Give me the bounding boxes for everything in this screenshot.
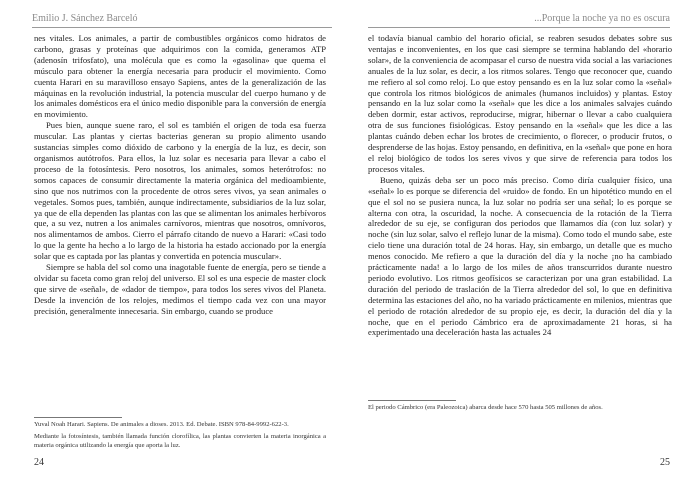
page-number: 25 <box>660 457 670 468</box>
footnote: Mediante la fotosíntesis, también llamada función clorofílica, las plantas convierten la materia inorgánica a materia orgánica utilizando la energía que aporta la luz. <box>34 433 326 449</box>
footnote: Yuval Noah Harari. Sapiens. De animales a dioses. 2013. Ed. Debate. ISBN 978-84-9992-622-3. <box>34 421 289 428</box>
right-body-text <box>368 33 672 338</box>
footnote-rule <box>368 400 456 401</box>
footnote: El periodo Cámbrico (era Paleozoica) abarca desde hace 570 hasta 505 millones de años. <box>368 404 603 411</box>
footnote-rule <box>34 417 122 418</box>
running-head-author: Emilio J. Sánchez Barceló <box>32 13 138 24</box>
paragraph: Pues bien, aunque suene raro, el sol es también el origen de toda esa fuerza muscular. Las plantas y ciertas bacterias generan su propio alimento usando sustancias simples como dióxido de carbono y la energía de la luz, es decir, son organismos autótrofos. Para ellos, la luz solar es necesaria para llevar a cabo el proceso de la fotosíntesis. Pero nosotros, los animales, somos heterótrofos: no somos capaces de consumir directamente la materia orgánica del medioambiente, sino que nos nutrimos con la procedente de otros seres vivos, ya sean animales o vegetales. Somos pues, también, aunque indirectamente, subsidiarios de la luz solar, ya que de ella dependen las plantas con las que se alimentan los animales herbívoros que, a su vez, nutren a los animales carnívoros, mientras que nosotros, omnívoros, nos alimentamos de ambos. Cierro el párrafo citando de nuevo a Harari: «Casi todo lo que la gente ha hecho a lo largo de la historia ha estado accionado por la energía solar que es captada por las plantas y convertida en potencia muscular». <box>34 120 326 262</box>
left-footnotes <box>34 421 326 454</box>
header-rule <box>368 27 670 28</box>
header-rule <box>32 27 332 28</box>
right-footnotes <box>368 404 672 416</box>
paragraph: el todavía bianual cambio del horario oficial, se reabren sesudos debates sobre sus ventajas e inconvenientes, en los que casi siempre se termina hablando del «horario solar», de la conveniencia de acompasar el curso de nuestra vida social a las variaciones anuales de la luz solar, es decir, a los ritmos solares. Tengo que reconocer que, cuando me refiero al sol como reloj. Lo que estoy pensando es en la luz solar como la «señal» que controla los ritmos biológicos de animales (humanos incluidos) y plantas. Estoy pensando en la luz solar como la «señal» que les dice a los animales salvajes cuándo deben dormir, estar activos, reproducirse, migrar, hibernar o llevar a cabo cualquiera otra de sus funciones fisiológicas. Estoy pensando en la «señal» que les dice a las plantas cuándo deben echar los brotes de crecimiento, o florecer, o producir frutos, o desprenderse de las hojas. Estoy pensando, en definitiva, en la «señal» que pone en hora el reloj biológico de todos los seres vivos y que sirve de referencia para todos los procesos vitales. <box>368 33 672 174</box>
paragraph: nes vitales. Los animales, a partir de combustibles orgánicos como hidratos de carbono, grasas y proteínas que adquirimos con la comida, generamos ATP (adenosín trifosfato), una molécula que es como la «gasolina» que quema el músculo para obtener la energía necesaria para producir el movimiento. Como cuenta Harari en su maravilloso ensayo Sapiens, antes de la generalización de las máquinas en la revolución industrial, la potencia muscular del cuerpo humano y de los animales domésticos era el único medio disponible para la conversión de energía en movimiento. <box>34 33 326 120</box>
page-number: 24 <box>34 457 44 468</box>
right-page <box>350 0 700 490</box>
running-head-title: ...Porque la noche ya no es oscura <box>534 13 670 24</box>
paragraph: Bueno, quizás deba ser un poco más preciso. Como diría cualquier físico, una «señal» lo es porque se diferencia del «ruido» de fondo. En un hipotético mundo en el que el sol no se pusiera nunca, la luz solar no podría ser una señal; lo es porque se alterna con otra, la oscuridad, la noche. A consecuencia de la rotación de la Tierra alrededor de su eje, se configuran dos periodos que llamamos día (con luz solar) y noche (sin luz solar, salvo el reflejo lunar de la misma). Como todo el mundo sabe, este cielo tiene una duración total de 24 horas. Hay, sin embargo, un detalle que es mucho menos conocido. Me refiero a que la duración del día y la noche ¡no ha cambiado prácticamente nada! a lo largo de los miles de años transcurridos durante nuestro periodo evolutivo. Los ritmos geofísicos se caracterizan por una gran estabilidad. La duración del periodo de traslación de la Tierra alrededor del sol, lo que en definitiva determina las estaciones del año, no ha variado prácticamente en milenios, mientras que el periodo de rotación alrededor de su propio eje, es decir, la duración del día y la noche, que en el periodo Cámbrico era de aproximadamente 21 horas, si ha experimentado una deceleración hasta las actuales 24 <box>368 174 672 338</box>
left-body-text <box>34 33 326 317</box>
paragraph: Siempre se habla del sol como una inagotable fuente de energía, pero se tiende a olvidar su faceta como gran reloj del universo. El sol es una especie de master clock que sirve de «señal», de «dador de tiempo», para todos los seres vivos del Planeta. Desde la invención de los relojes, medimos el tiempo cada vez con una mayor precisión, generalmente innecesaria. Sin embargo, cuando se produce <box>34 262 326 316</box>
